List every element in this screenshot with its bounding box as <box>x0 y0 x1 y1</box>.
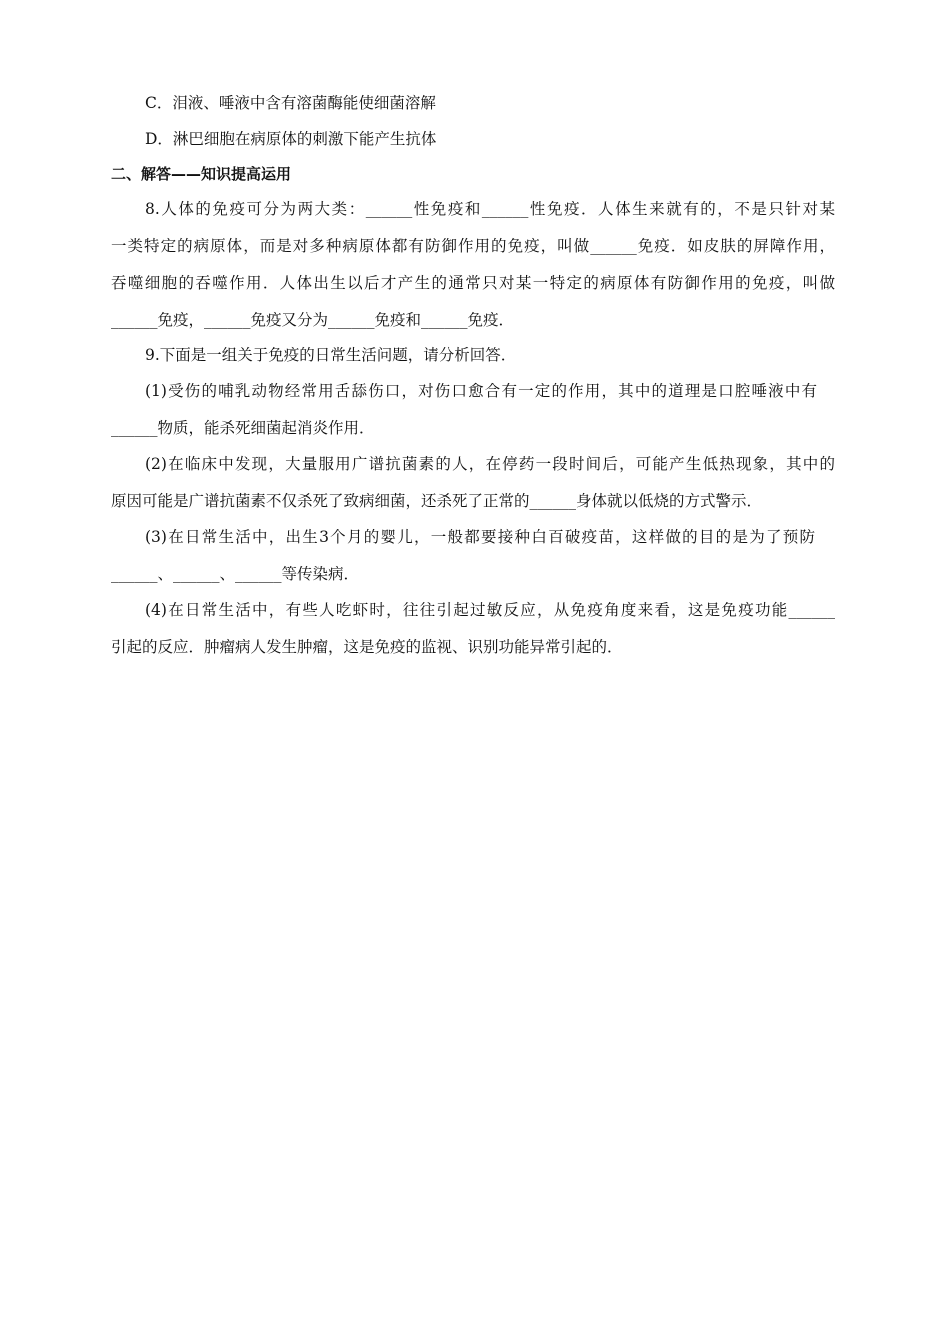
question-9-part-1-line-1: (1)受伤的哺乳动物经常用舌舔伤口，对伤口愈合有一定的作用，其中的道理是口腔唾液中有 <box>145 382 817 400</box>
question-9-part-2-line-1: (2)在临床中发现，大量服用广谱抗菌素的人，在停药一段时间后，可能产生低热现象，其中的 <box>145 455 835 473</box>
question-8-line-3: 吞噬细胞的吞噬作用．人体出生以后才产生的通常只对某一特定的病原体有防御作用的免疫，叫做 <box>111 274 835 292</box>
question-9-intro: 9.下面是一组关于免疫的日常生活问题，请分析回答． <box>145 346 517 364</box>
question-9-part-4-line-1: (4)在日常生活中，有些人吃虾时，往往引起过敏反应，从免疫角度来看，这是免疫功能______ <box>145 601 835 619</box>
question-9-part-1-line-2: ______物质，能杀死细菌起消炎作用． <box>111 419 375 437</box>
question-9-part-3-line-2: ______、______、______等传染病． <box>111 565 360 583</box>
question-9-part-4-line-2: 引起的反应．肿瘤病人发生肿瘤，这是免疫的监视、识别功能异常引起的． <box>111 638 623 656</box>
option-d: D．淋巴细胞在病原体的刺激下能产生抗体 <box>145 130 437 148</box>
option-c: C．泪液、唾液中含有溶菌酶能使细菌溶解 <box>145 94 436 112</box>
question-9-part-2-line-2: 原因可能是广谱抗菌素不仅杀死了致病细菌，还杀死了正常的______身体就以低烧的方式警示． <box>111 492 763 510</box>
question-8-line-1: 8.人体的免疫可分为两大类：______性免疫和______性免疫．人体生来就有的，不是只针对某 <box>145 200 835 218</box>
section-heading: 二、解答——知识提高运用 <box>111 165 292 183</box>
question-9-part-3-line-1: (3)在日常生活中，出生3个月的婴儿，一般都要接种白百破疫苗，这样做的目的是为了预防 <box>145 528 815 546</box>
question-8-line-2: 一类特定的病原体，而是对多种病原体都有防御作用的免疫，叫做______免疫．如皮肤的屏障作用， <box>111 237 835 255</box>
question-8-line-4: ______免疫，______免疫又分为______免疫和______免疫． <box>111 311 515 329</box>
